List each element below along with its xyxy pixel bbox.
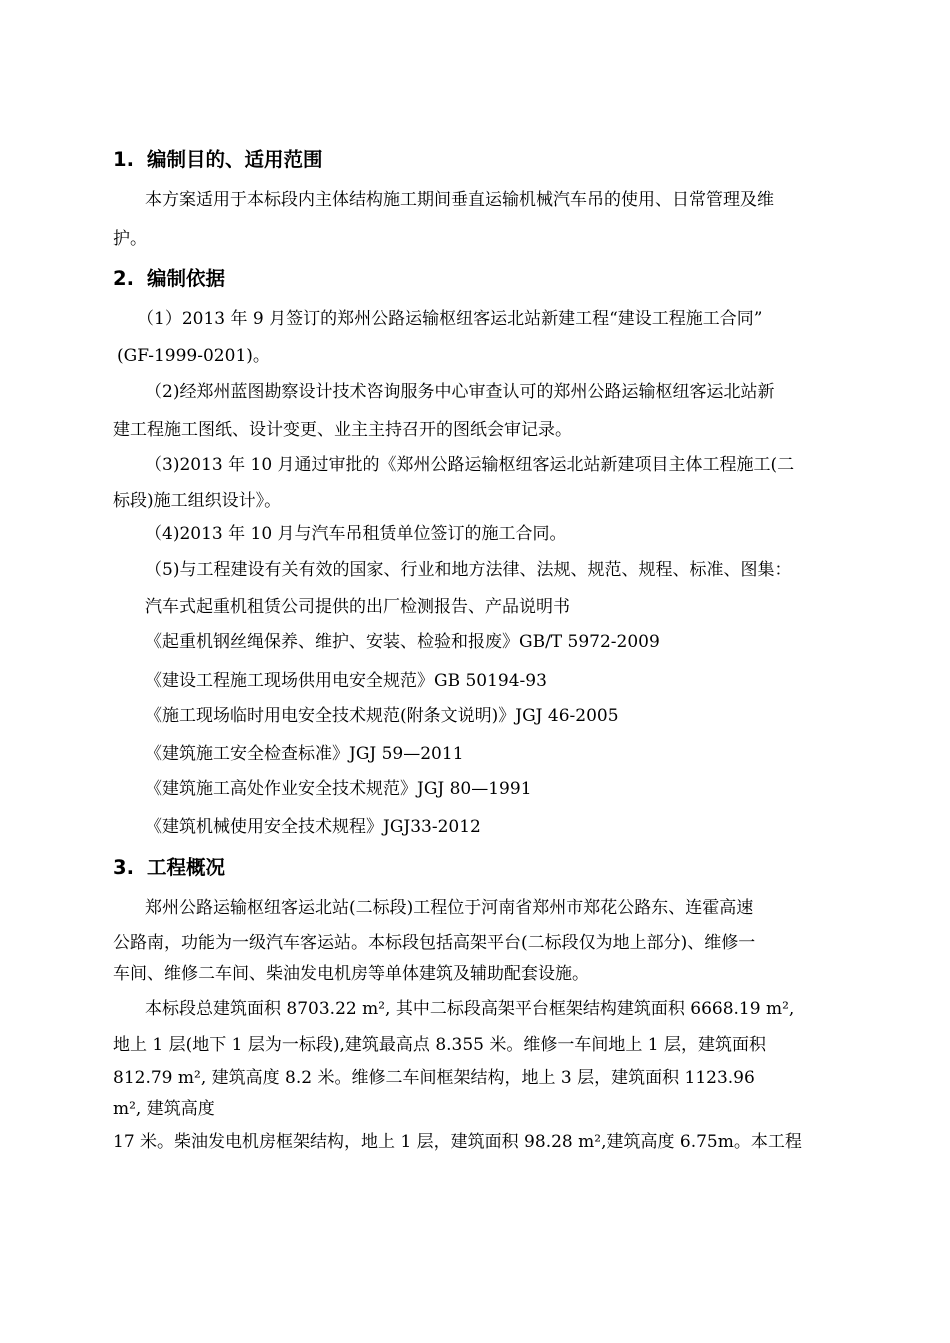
basis-item-line: （4)2013 年 10 月与汽车吊租赁单位签订的施工合同。 bbox=[145, 524, 567, 544]
section-1-paragraph-line: 本方案适用于本标段内主体结构施工期间垂直运输机械汽车吊的使用、日常管理及维 bbox=[145, 190, 774, 210]
section-1-number: 1. bbox=[113, 148, 134, 171]
section-1-paragraph-line: 护。 bbox=[113, 229, 147, 249]
standard-reference: 《建筑施工高处作业安全技术规范》JGJ 80—1991 bbox=[145, 779, 532, 799]
basis-item-line: 标段)施工组织设计》。 bbox=[113, 491, 282, 511]
overview-paragraph-line: 公路南，功能为一级汽车客运站。本标段包括高架平台(二标段仅为地上部分)、维修一 bbox=[113, 933, 756, 953]
overview-paragraph-line: 车间、维修二车间、柴油发电机房等单体建筑及辅助配套设施。 bbox=[113, 964, 589, 984]
section-3-title: 工程概况 bbox=[147, 856, 226, 879]
standard-reference: 《建设工程施工现场供用电安全规范》GB 50194-93 bbox=[145, 671, 547, 691]
standard-reference: 《起重机钢丝绳保养、维护、安装、检验和报废》GB/T 5972-2009 bbox=[145, 632, 660, 652]
standard-reference: 《施工现场临时用电安全技术规范(附条文说明)》JGJ 46-2005 bbox=[145, 706, 619, 726]
section-3-number: 3. bbox=[113, 856, 134, 879]
section-1-title: 编制目的、适用范围 bbox=[147, 148, 323, 171]
overview-paragraph-line: 17 米。柴油发电机房框架结构，地上 1 层，建筑面积 98.28 m²,建筑高度 6.75m。本工程 bbox=[113, 1132, 802, 1152]
section-2-title: 编制依据 bbox=[147, 267, 226, 290]
overview-paragraph-line: 郑州公路运输枢纽客运北站(二标段)工程位于河南省郑州市郑花公路东、连霍高速 bbox=[145, 898, 754, 918]
standard-reference: 《建筑施工安全检查标准》JGJ 59—2011 bbox=[145, 744, 464, 764]
overview-paragraph-line: 812.79 m², 建筑高度 8.2 米。维修二车间框架结构，地上 3 层，建筑面积 1123.96 bbox=[113, 1068, 755, 1088]
basis-item-line: (GF-1999-0201)。 bbox=[117, 346, 270, 366]
basis-item-line: （2)经郑州蓝图勘察设计技术咨询服务中心审查认可的郑州公路运输枢纽客运北站新 bbox=[145, 382, 775, 402]
section-2-number: 2. bbox=[113, 267, 134, 290]
standard-reference: 《建筑机械使用安全技术规程》JGJ33-2012 bbox=[145, 817, 481, 837]
overview-paragraph-line: m², 建筑高度 bbox=[113, 1099, 215, 1119]
basis-item-line: （3)2013 年 10 月通过审批的《郑州公路运输枢纽客运北站新建项目主体工程施工(二 bbox=[145, 455, 795, 475]
basis-item-line: （1）2013 年 9 月签订的郑州公路运输枢纽客运北站新建工程“建设工程施工合同” bbox=[137, 309, 763, 329]
basis-item-line: 汽车式起重机租赁公司提供的出厂检测报告、产品说明书 bbox=[145, 597, 570, 617]
overview-paragraph-line: 本标段总建筑面积 8703.22 m², 其中二标段高架平台框架结构建筑面积 6668.19 m², bbox=[145, 999, 795, 1019]
section-1-heading bbox=[113, 147, 323, 173]
section-3-heading bbox=[113, 855, 225, 881]
basis-item-line: 建工程施工图纸、设计变更、业主主持召开的图纸会审记录。 bbox=[113, 420, 572, 440]
overview-paragraph-line: 地上 1 层(地下 1 层为一标段),建筑最高点 8.355 米。维修一车间地上 1 层，建筑面积 bbox=[113, 1035, 767, 1055]
section-2-heading bbox=[113, 266, 225, 292]
basis-item-line: （5)与工程建设有关有效的国家、行业和地方法律、法规、规范、规程、标准、图集： bbox=[145, 560, 792, 580]
